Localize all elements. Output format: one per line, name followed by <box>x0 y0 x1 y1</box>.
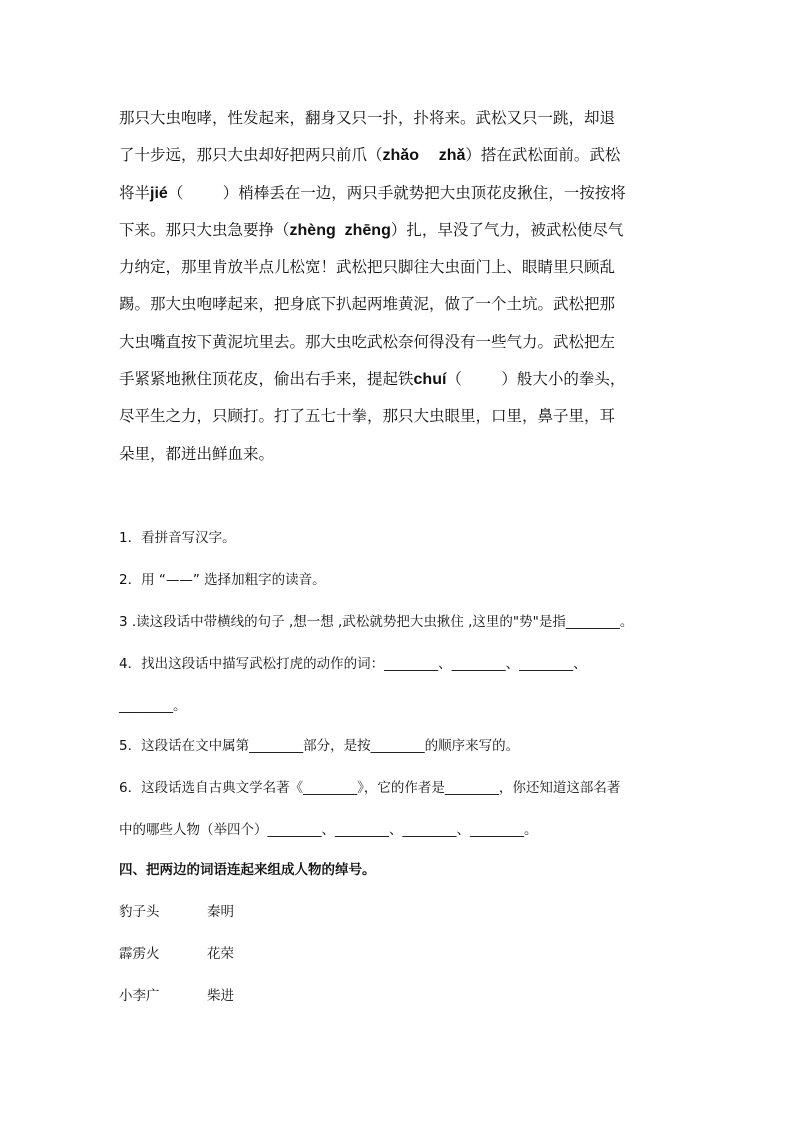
nickname-pair <box>119 984 234 1004</box>
question-5: 5．这段话在文中属第________部分，是按________的顺序来写的。 <box>119 738 520 754</box>
passage-line <box>119 100 679 137</box>
passage-text: 力纳定，那里肯放半点儿松宽！武松把只脚往大虫面门上、眼睛里只顾乱 <box>119 258 616 277</box>
nickname-left: 豹子头 <box>119 904 160 920</box>
question-1: 1．看拼音写汉字。 <box>119 530 236 546</box>
nickname-left: 霹雳火 <box>119 946 160 962</box>
passage-line <box>119 137 679 174</box>
passage-line <box>119 286 679 323</box>
passage-line <box>119 324 679 361</box>
passage-text: 踢。那大虫咆哮起来，把身底下扒起两堆黄泥，做了一个土坑。武松把那 <box>119 295 616 314</box>
passage-text: 大虫嘴直按下黄泥坑里去。那大虫吃武松奈何得没有一些气力。武松把左 <box>119 332 616 351</box>
passage-text: 了十步远，那只大虫却好把两只前爪（ <box>119 146 383 165</box>
passage-text: ）扎，早没了气力，被武松使尽气 <box>390 220 624 239</box>
question-4-line-1: 4．找出这段话中描写武松打虎的动作的词：________、________、________、 <box>119 656 587 672</box>
nickname-right: 花荣 <box>207 946 234 962</box>
passage-line <box>119 175 679 212</box>
pinyin-text: zhèng zhēng <box>289 221 391 239</box>
nickname-pair <box>119 900 234 920</box>
pinyin-text: chuí <box>413 371 447 389</box>
passage-text: 朵里，都迸出鲜血来。 <box>119 444 275 463</box>
passage-line <box>119 361 679 398</box>
nickname-right: 秦明 <box>207 904 234 920</box>
passage-text <box>419 146 439 164</box>
nickname-pair <box>119 942 234 962</box>
passage-text: 将半 <box>119 183 151 202</box>
nickname-left: 小李广 <box>119 988 160 1004</box>
question-3: 3 .读这段话中带横线的句子 ,想一想 ,武松就势把大虫揪住 ,这里的"势"是指________。 <box>119 614 634 630</box>
passage-text: 那只大虫咆哮，性发起来，翻身又只一扑，扑将来。武松又只一跳，却退 <box>119 109 616 127</box>
passage-text: （ ）般大小的拳头， <box>446 370 626 389</box>
passage-line <box>119 398 679 435</box>
pinyin-text: zhǎo <box>382 147 419 165</box>
nickname-right: 柴进 <box>207 988 234 1004</box>
question-6-line-1: 6．这段话选自古典文学名著《________》，它的作者是________，你还知道这部名著 <box>119 780 621 796</box>
section-4-heading: 四、把两边的词语连起来组成人物的绰号。 <box>119 862 376 878</box>
passage-text: 尽平生之力，只顾打。打了五七十拳，那只大虫眼里，口里，鼻子里，耳 <box>119 407 616 426</box>
passage-text: 手紧紧地揪住顶花皮，偷出右手来，提起铁 <box>119 370 414 389</box>
passage-line <box>119 436 679 473</box>
question-6-line-2: 中的哪些人物（举四个）________、________、________、________。 <box>119 822 538 838</box>
passage-text: （ ）梢棒丢在一边，两只手就势把大虫顶花皮揪住，一按按将 <box>167 183 626 202</box>
passage-line <box>119 212 679 249</box>
question-2: 2．用 “——” 选择加粗字的读音。 <box>119 572 326 588</box>
reading-passage <box>119 100 679 473</box>
passage-line <box>119 249 679 286</box>
pinyin-text: jié <box>150 184 168 202</box>
passage-text: 下来。那只大虫急要挣（ <box>119 220 290 239</box>
pinyin-text: zhǎ <box>438 147 466 165</box>
question-4-line-2: ________。 <box>119 698 187 714</box>
passage-text: ）搭在武松面前。武松 <box>465 146 621 165</box>
